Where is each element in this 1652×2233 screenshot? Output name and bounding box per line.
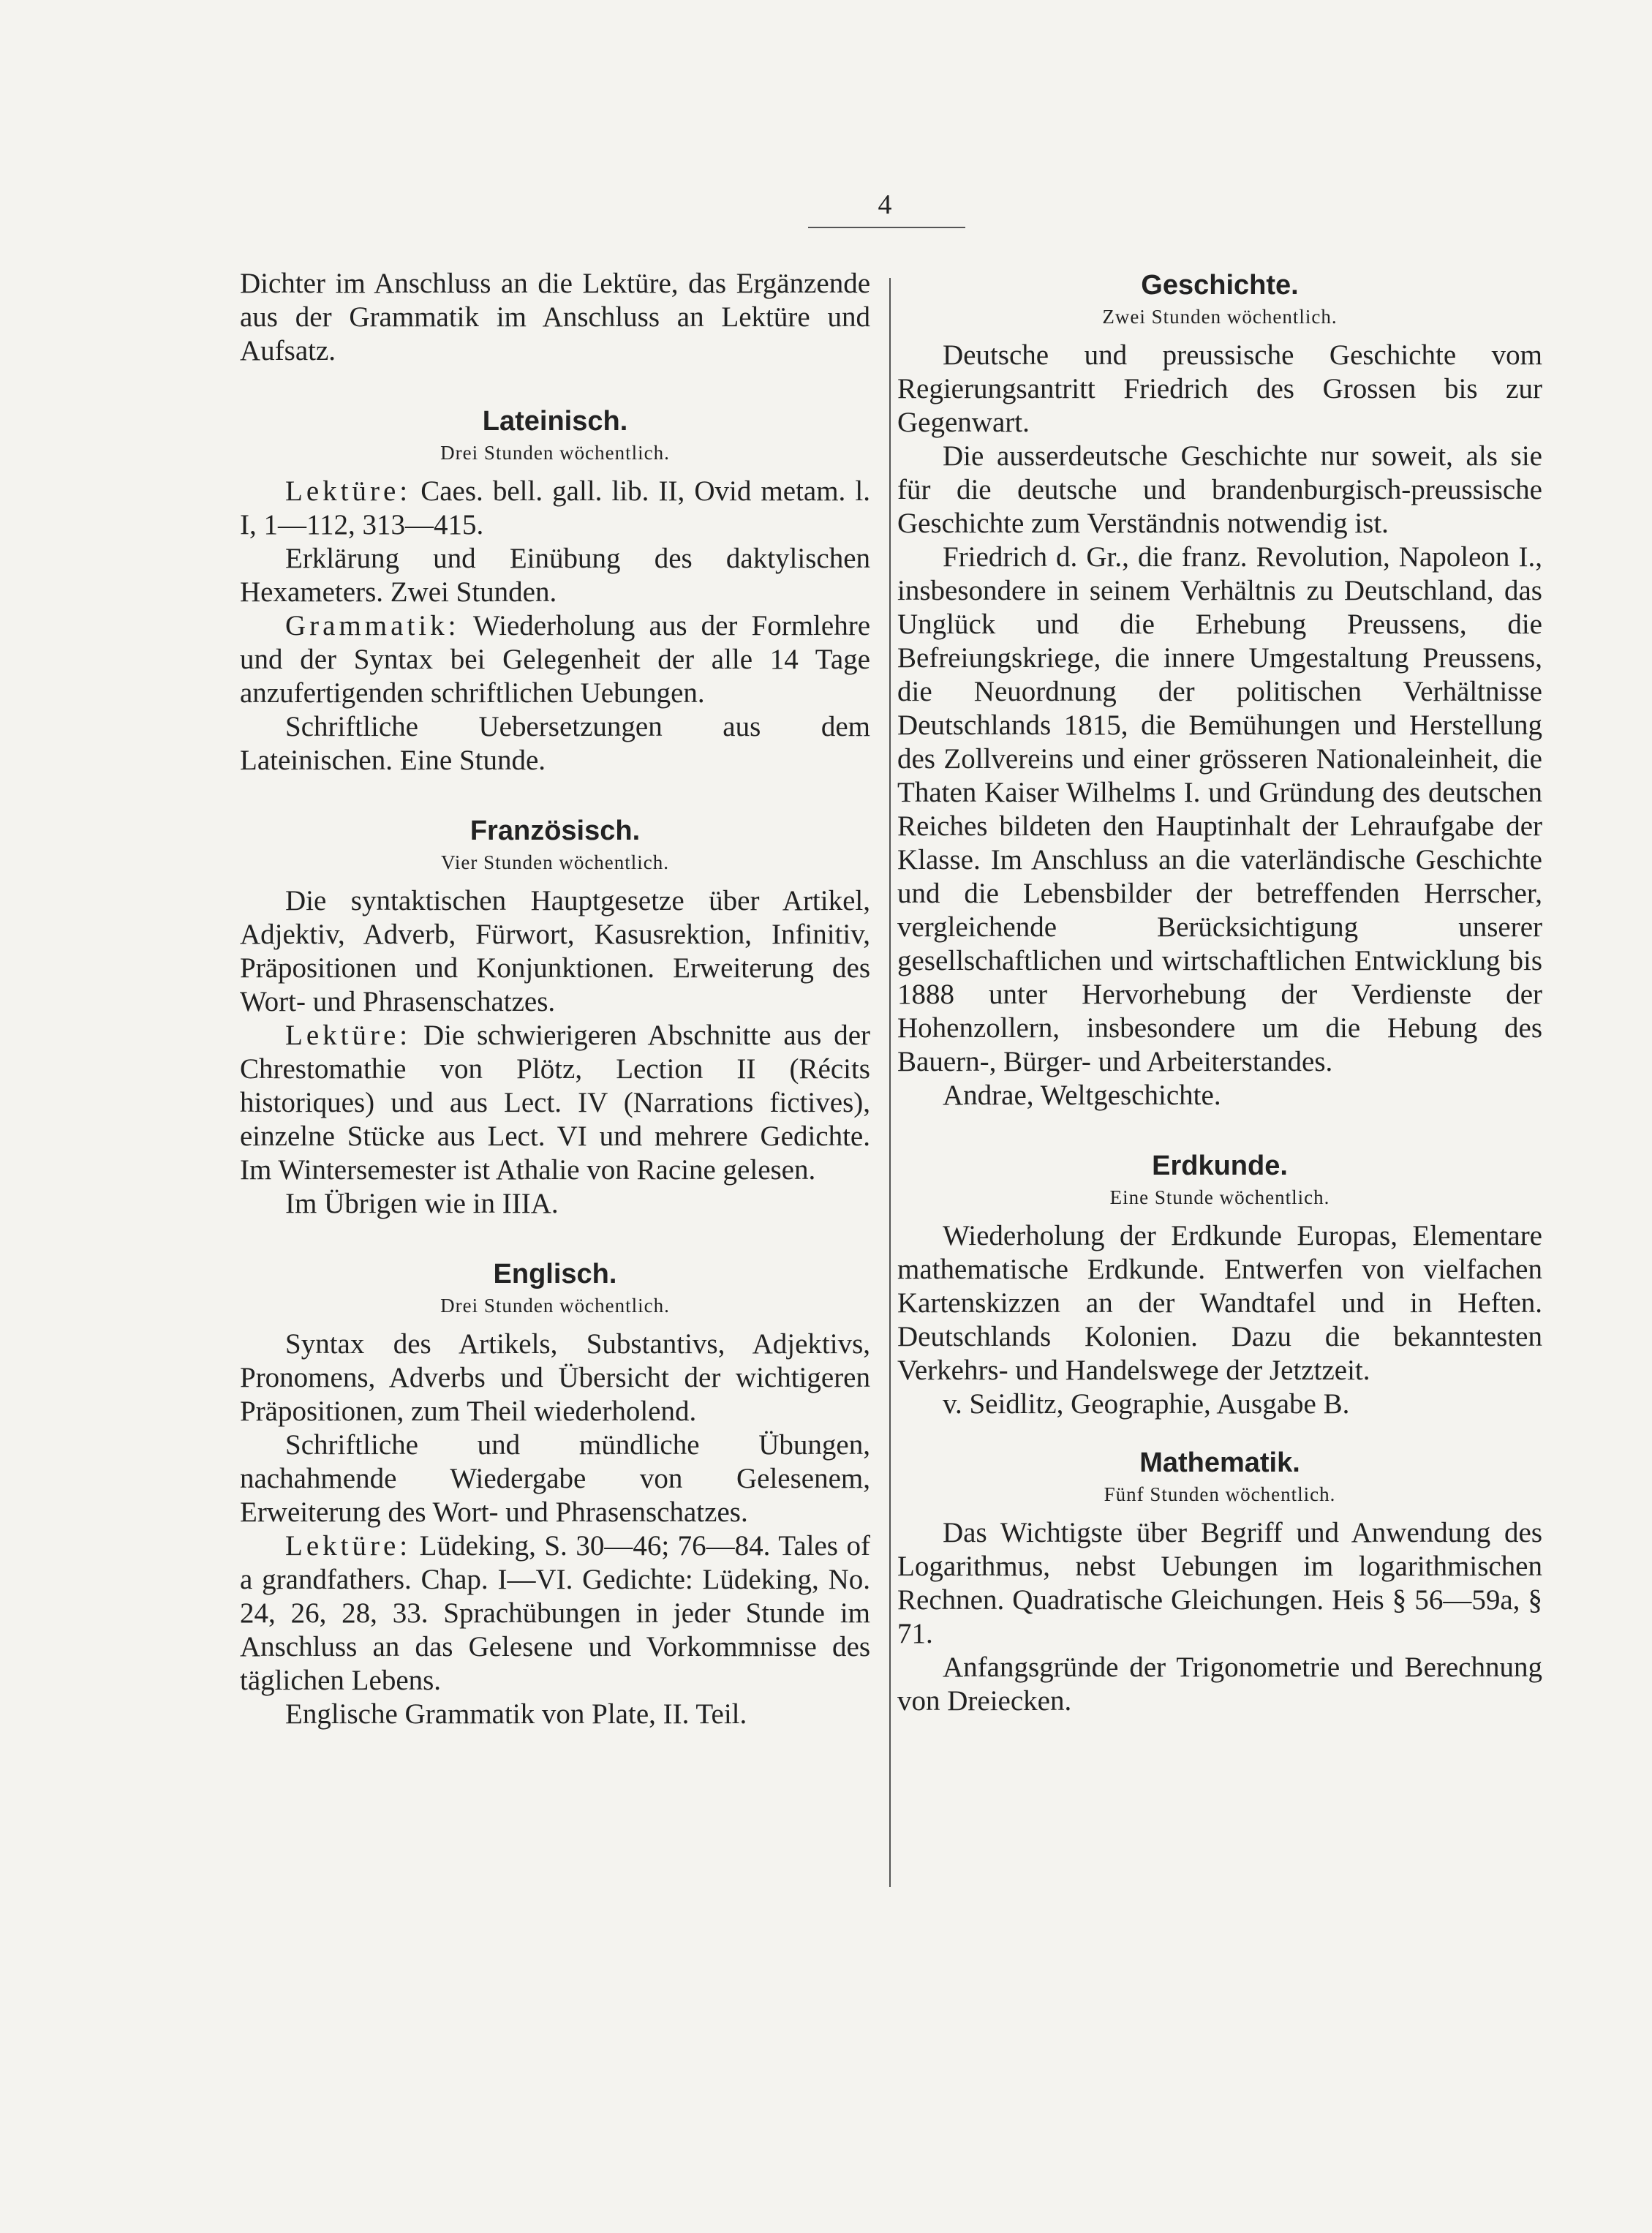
section-erdkunde <box>897 1148 1542 1421</box>
section-hours-geschichte: Zwei Stunden wöchentlich. <box>1102 306 1338 328</box>
section-hours-mathematik: Fünf Stunden wöchentlich. <box>1104 1483 1336 1505</box>
section-hours-lateinisch: Drei Stunden wöchentlich. <box>440 442 670 464</box>
section-lateinisch <box>240 403 870 777</box>
section-title-mathematik: Mathematik. <box>1139 1447 1300 1478</box>
paragraph: Im Übrigen wie in IIIA. <box>285 1188 559 1219</box>
paragraph: Friedrich d. Gr., die franz. Revolution, Napoleon I., insbesondere in seinem Verhältnis zu Deutschland, das Unglück und die Erhebung Preussens, die Befreiungskriege, die innere Umgestaltung Preussens, die Neuordnung der politischen Verhältnisse Deutschlands 1815, die Bemühungen und Herstellung des Zollvereins und einer grösseren Nationaleinheit, die Thaten Kaiser Wilhelms I. und Gründung des deutschen Reiches bildeten den Hauptinhalt der Lehraufgabe der Klasse. Im Anschluss an die vaterländische Geschichte und die Lebensbilder der betreffenden Herrscher, vergleichende Berücksichtigung unserer gesellschaftlichen und wirtschaftlichen Entwicklung bis 1888 unter Hervorhebung der Verdienste der Hohenzollern, insbesondere um die Hebung des Bauern-, Bürger- und Arbeiterstandes. <box>897 541 1542 1077</box>
paragraph: Deutsche und preussische Geschichte vom Regierungsantritt Friedrich des Grossen bis zur Gegenwart. <box>897 339 1542 438</box>
paragraph: Erklärung und Einübung des daktylischen Hexameters. Zwei Stunden. <box>240 543 870 608</box>
paragraph: Anfangsgründe der Trigonometrie und Berechnung von Dreiecken. <box>897 1652 1542 1717</box>
paragraph: Die syntaktischen Hauptgesetze über Artikel, Adjektiv, Adverb, Fürwort, Kasusrektion, Infinitiv, Präpositionen und Konjunktionen. Erweiterung des Wort- und Phrasenschatzes. <box>240 885 870 1017</box>
section-title-englisch: Englisch. <box>493 1259 617 1289</box>
paragraph-text: Wiederholung aus der Formlehre und der Syntax bei Gelegenheit der alle 14 Tage anzufertigenden schriftlichen Uebungen. <box>240 610 870 709</box>
section-geschichte <box>897 267 1542 1112</box>
section-hours-erdkunde: Eine Stunde wöchentlich. <box>1109 1186 1330 1208</box>
intro-paragraph: Dichter im Anschluss an die Lektüre, das Ergänzende aus der Grammatik im Anschluss an Lektüre und Aufsatz. <box>240 268 870 366</box>
paragraph: Die ausserdeutsche Geschichte nur soweit, als sie für die deutsche und brandenburgisch-preussische Geschichte zum Verständnis notwendig ist. <box>897 440 1542 539</box>
paragraph <box>240 1019 870 1187</box>
section-title-erdkunde: Erdkunde. <box>1152 1151 1288 1181</box>
right-column <box>897 267 1542 1718</box>
page-number: 4 <box>878 189 892 220</box>
section-title-franzoesisch: Französisch. <box>469 816 641 846</box>
column-divider <box>889 278 891 1887</box>
paragraph: Schriftliche und mündliche Übungen, nachahmende Wiedergabe von Gelesenem, Erweiterung des Wort- und Phrasenschatzes. <box>240 1429 870 1528</box>
paragraph-lead: Lektüre: <box>285 1530 412 1562</box>
section-title-lateinisch: Lateinisch. <box>482 406 628 437</box>
paragraph: Wiederholung der Erdkunde Europas, Elementare mathematische Erdkunde. Entwerfen von vielfachen Kartenskizzen an der Wandtafel und in Heften. Deutschlands Kolonien. Dazu die bekanntesten Verkehrs- und Handelswege der Jetztzeit. <box>897 1220 1542 1386</box>
header-rule <box>808 227 965 228</box>
paragraph-lead: Lektüre: <box>285 475 412 507</box>
section-hours-englisch: Drei Stunden wöchentlich. <box>440 1295 670 1317</box>
section-franzoesisch <box>240 813 870 1221</box>
paragraph: Das Wichtigste über Begriff und Anwendung des Logarithmus, nebst Uebungen im logarithmischen Rechnen. Quadratische Gleichungen. Heis § 56—59a, § 71. <box>897 1517 1542 1649</box>
section-title-geschichte: Geschichte. <box>1141 270 1299 301</box>
paragraph-lead: Lektüre: <box>285 1020 412 1051</box>
paragraph: Andrae, Weltgeschichte. <box>943 1080 1221 1111</box>
section-englisch <box>240 1256 870 1731</box>
left-column <box>240 267 870 1731</box>
paragraph <box>240 1529 870 1698</box>
paragraph: Syntax des Artikels, Substantivs, Adjektivs, Pronomens, Adverbs und Übersicht der wichtigeren Präpositionen, zum Theil wiederholend. <box>240 1328 870 1427</box>
paragraph-text: Die schwierigeren Abschnitte aus der Chrestomathie von Plötz, Lection II (Récits historiques) und aus Lect. IV (Narrations fictives), einzelne Stücke aus Lect. VI und mehrere Gedichte. Im Wintersemester ist Athalie von Racine gelesen. <box>240 1020 870 1186</box>
paragraph-text: Lüdeking, S. 30—46; 76—84. Tales of a grandfathers. Chap. I—VI. Gedichte: Lüdeking, No. 24, 26, 28, 33. Sprachübungen in jeder Stunde im Anschluss an das Gelesene und Vorkommnisse des täglichen Lebens. <box>240 1530 870 1696</box>
paragraph: Englische Grammatik von Plate, II. Teil. <box>285 1698 747 1730</box>
paragraph-lead: Grammatik: <box>285 610 460 641</box>
section-hours-franzoesisch: Vier Stunden wöchentlich. <box>440 851 670 873</box>
paragraph: Schriftliche Uebersetzungen aus dem Lateinischen. Eine Stunde. <box>240 711 870 776</box>
paragraph: v. Seidlitz, Geographie, Ausgabe B. <box>943 1388 1350 1420</box>
paragraph <box>240 475 870 542</box>
paragraph-text: Caes. bell. gall. lib. II, Ovid metam. l. I, 1—112, 313—415. <box>240 475 870 541</box>
paragraph <box>240 609 870 710</box>
section-mathematik <box>897 1445 1542 1718</box>
